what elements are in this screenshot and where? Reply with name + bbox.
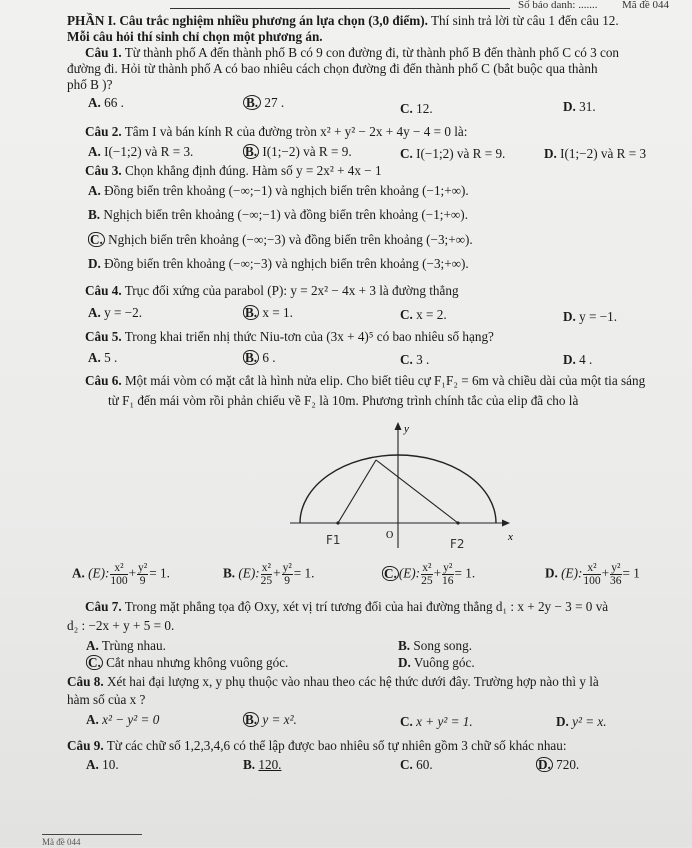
q6-option-d[interactable]: D. (E): $\frac{\text{x²}}{100}$ + $\frac{\text{y²}}{36}$ = 1 <box>545 562 640 588</box>
selected-answer-mark: B. <box>245 350 258 365</box>
q2-option-b[interactable]: B. I(1;−2) và R = 9. <box>245 144 352 159</box>
y-axis-label: y <box>404 423 409 435</box>
question-7-line-1: Câu 7. Trong mặt phẳng tọa độ Oxy, xét vị trí tương đối của hai đường thẳng d₁ : x + 2y − 3 = 0 và <box>85 599 609 614</box>
q7-option-b[interactable]: B. Song song. <box>398 638 473 653</box>
question-3-label: Câu 3. <box>85 163 122 178</box>
question-2-label: Câu 2. <box>85 124 122 139</box>
question-7-label: Câu 7. <box>85 599 122 614</box>
selected-answer-mark: B. <box>245 712 258 727</box>
f1-label: F1 <box>326 533 341 547</box>
q2-option-c[interactable]: C. I(−1;2) và R = 9. <box>400 146 506 161</box>
y-axis-arrow <box>395 422 402 430</box>
q7-option-d[interactable]: D. Vuông góc. <box>398 655 475 670</box>
light-ray-reflected <box>376 460 458 523</box>
question-6-line-1: Câu 6. Một mái vòm có mặt cắt là hình nửa elip. Cho biết tiêu cự F₁F₂ = 6m và chiều dài của một tia sáng <box>85 373 646 388</box>
q9-option-d[interactable]: D. 720. <box>538 757 580 772</box>
origin-label: O <box>386 530 394 541</box>
q6-option-a[interactable]: A. (E): $\frac{\text{x²}}{100}$ + $\frac{\text{y²}}{9}$ = 1. <box>72 562 170 588</box>
question-1-line-1: Câu 1. Từ thành phố A đến thành phố B có 9 con đường đi, từ thành phố B đến thành phố C có 3 con <box>85 45 620 60</box>
question-8-label: Câu 8. <box>67 674 104 689</box>
q8-option-a[interactable]: A. x² − y² = 0 <box>86 712 160 727</box>
selected-answer-mark: B. <box>245 144 258 159</box>
ellipse-figure <box>290 420 520 554</box>
selected-answer-mark: B. <box>243 95 261 110</box>
q6-option-b[interactable]: B. (E): $\frac{\text{x²}}{25}$ + $\frac{\text{y²}}{9}$ = 1. <box>223 562 315 588</box>
x-axis-label: x <box>508 531 513 543</box>
part-note: Mỗi câu hỏi thí sinh chỉ chọn một phương án. <box>67 29 323 44</box>
question-8-line-1: Câu 8. Xét hai đại lượng x, y phụ thuộc vào nhau theo các hệ thức dưới đây. Trường hợp nào thì y là <box>67 674 599 689</box>
q9-option-a[interactable]: A. 10. <box>86 757 119 772</box>
ellipse-diagram <box>290 420 520 550</box>
q6-option-c[interactable]: C. (E): $\frac{\text{x²}}{25}$ + $\frac{\text{y²}}{16}$ = 1. <box>384 562 476 588</box>
q8-option-c[interactable]: C. x + y² = 1. <box>400 714 473 729</box>
question-1-line-2: đường đi. Hỏi từ thành phố A có bao nhiêu cách chọn đường đi đến thành phố C (bắt buộc qua thành <box>67 61 598 76</box>
q3-option-b[interactable]: B. Nghịch biến trên khoảng (−∞;−1) và đồng biến trên khoảng (−1;+∞). <box>88 207 468 222</box>
selected-answer-mark: C. <box>384 565 397 581</box>
f2-label: F2 <box>450 537 465 550</box>
q5-option-c[interactable]: C. 3 . <box>400 352 430 367</box>
selected-answer-mark: C. <box>88 655 101 670</box>
x-axis-arrow <box>502 520 510 527</box>
selected-answer-mark: D. <box>538 757 551 772</box>
question-8-line-2: hàm số của x ? <box>67 692 146 707</box>
focus-f2-point <box>456 521 459 524</box>
part-heading <box>67 13 619 29</box>
page-footer: Mã đề 044 <box>42 834 142 848</box>
q7-option-a[interactable]: A. Trùng nhau. <box>86 638 166 653</box>
question-6-line-2: từ F₁ đến mái vòm rồi phản chiếu về F₂ là 10m. Phương trình chính tắc của elip đã cho là <box>108 393 579 408</box>
question-2-stem: Câu 2. Tâm I và bán kính R của đường tròn x² + y² − 2x + 4y − 4 = 0 là: <box>85 124 468 139</box>
question-3-stem: Câu 3. Chọn khẳng định đúng. Hàm số y = 2x² + 4x − 1 <box>85 163 382 178</box>
q1-option-c[interactable]: C. 12. <box>400 101 433 116</box>
q1-option-a[interactable]: A. 66 . <box>88 95 124 110</box>
question-4-label: Câu 4. <box>85 283 122 298</box>
q8-option-d[interactable]: D. y² = x. <box>556 714 607 729</box>
question-1-label: Câu 1. <box>85 45 122 60</box>
q2-option-a[interactable]: A. I(−1;2) và R = 3. <box>88 144 194 159</box>
q9-option-b[interactable]: B. 120. <box>243 757 282 772</box>
selected-answer-mark: B. <box>245 305 258 320</box>
q9-option-c[interactable]: C. 60. <box>400 757 433 772</box>
question-9-label: Câu 9. <box>67 738 104 753</box>
part-title: PHẦN I. Câu trắc nghiệm nhiều phương án lựa chọn (3,0 điểm). <box>67 13 428 28</box>
exam-code: Mã đề 044 <box>622 0 670 11</box>
candidate-number-label: Số báo danh: ....... <box>518 0 598 11</box>
question-9-stem: Câu 9. Từ các chữ số 1,2,3,4,6 có thể lập được bao nhiêu số tự nhiên gồm 3 chữ số khác nhau: <box>67 738 567 753</box>
question-4-stem: Câu 4. Trục đối xứng của parabol (P): y = 2x² − 4x + 3 là đường thẳng <box>85 283 459 298</box>
question-5-label: Câu 5. <box>85 329 122 344</box>
q1-option-d[interactable]: D. 31. <box>563 99 596 114</box>
q7-option-c[interactable]: C. Cắt nhau nhưng không vuông góc. <box>88 655 289 670</box>
q2-option-d[interactable]: D. I(1;−2) và R = 3 <box>544 146 647 161</box>
q5-option-a[interactable]: A. 5 . <box>88 350 118 365</box>
q4-option-d[interactable]: D. y = −1. <box>563 309 618 324</box>
question-6-label: Câu 6. <box>85 373 122 388</box>
selected-answer-mark: C. <box>90 232 103 247</box>
question-1-line-3: phố B )? <box>67 77 113 92</box>
q1-option-b[interactable]: B. 27 . <box>243 95 284 111</box>
q3-option-a[interactable]: A. Đồng biến trên khoảng (−∞;−1) và nghịch biến trên khoảng (−1;+∞). <box>88 183 469 198</box>
q5-option-d[interactable]: D. 4 . <box>563 352 593 367</box>
q3-option-d[interactable]: D. Đồng biến trên khoảng (−∞;−3) và nghịch biến trên khoảng (−3;+∞). <box>88 256 469 271</box>
question-5-stem: Câu 5. Trong khai triển nhị thức Niu-tơn của (3x + 4)⁵ có bao nhiêu số hạng? <box>85 329 494 344</box>
question-7-line-2: d₂ : −2x + y + 5 = 0. <box>67 618 175 633</box>
q4-option-c[interactable]: C. x = 2. <box>400 307 447 322</box>
focus-f1-point <box>336 521 339 524</box>
header-rule <box>170 8 510 9</box>
q4-option-b[interactable]: B. x = 1. <box>245 305 293 320</box>
page-header <box>0 0 692 12</box>
light-ray-incident <box>338 460 376 523</box>
part-instruction: Thí sinh trả lời từ câu 1 đến câu 12. <box>427 13 619 28</box>
q8-option-b[interactable]: B. y = x². <box>245 712 297 727</box>
q5-option-b[interactable]: B. 6 . <box>245 350 276 365</box>
q3-option-c[interactable]: C. Nghịch biến trên khoảng (−∞;−3) và đồng biến trên khoảng (−3;+∞). <box>90 232 473 247</box>
q4-option-a[interactable]: A. y = −2. <box>88 305 143 320</box>
